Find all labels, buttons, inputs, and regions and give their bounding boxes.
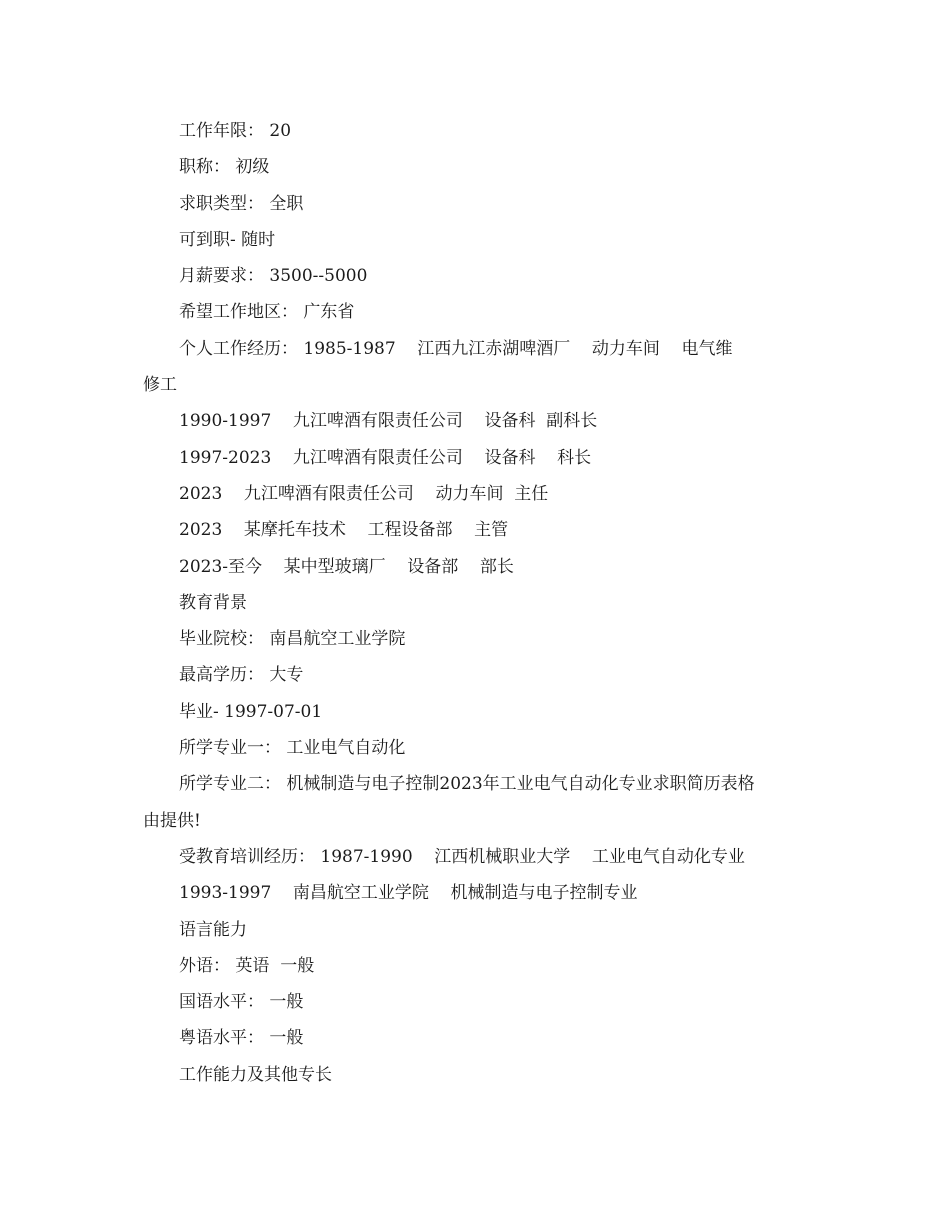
highest-degree: 最高学历： 大专 [179, 665, 304, 686]
job-title: 职称： 初级 [179, 157, 270, 178]
work-history-item: 2023-至今 某中型玻璃厂 设备部 部长 [179, 556, 514, 577]
training-history-item: 1993-1997 南昌航空工业学院 机械制造与电子控制专业 [179, 883, 638, 904]
desired-region: 希望工作地区： 广东省 [179, 302, 355, 323]
major-one: 所学专业一： 工业电气自动化 [179, 738, 406, 759]
work-years: 工作年限： 20 [179, 121, 292, 141]
available-date: 可到职- 随时 [179, 229, 276, 250]
section-heading-skills: 工作能力及其他专长 [179, 1064, 332, 1085]
salary-requirement: 月薪要求： 3500--5000 [179, 266, 368, 287]
work-history-item: 2023 九江啤酒有限责任公司 动力车间 主任 [179, 483, 549, 504]
work-history-item: 1997-2023 九江啤酒有限责任公司 设备科 科长 [179, 447, 592, 468]
graduate-school: 毕业院校： 南昌航空工业学院 [179, 629, 406, 650]
cantonese-level: 粤语水平： 一般 [179, 1028, 304, 1049]
job-type: 求职类型： 全职 [179, 193, 304, 214]
training-history-first: 受教育培训经历： 1987-1990 江西机械职业大学 工业电气自动化专业 [179, 846, 745, 867]
major-two: 所学专业二： 机械制造与电子控制2023年工业电气自动化专业求职简历表格 [179, 774, 755, 795]
work-history-wrap: 修工 [143, 375, 177, 396]
section-heading-education: 教育背景 [179, 592, 247, 613]
major-two-wrap: 由提供! [143, 810, 201, 831]
foreign-language: 外语： 英语 一般 [179, 955, 315, 976]
work-history-first: 个人工作经历： 1985-1987 江西九江赤湖啤酒厂 动力车间 电气维 [179, 338, 733, 359]
mandarin-level: 国语水平： 一般 [179, 992, 304, 1013]
resume-body [143, 113, 813, 1093]
work-history-item: 1990-1997 九江啤酒有限责任公司 设备科 副科长 [179, 411, 598, 432]
work-history-item: 2023 某摩托车技术 工程设备部 主管 [179, 520, 509, 541]
graduation-date: 毕业- 1997-07-01 [179, 701, 323, 722]
section-heading-language: 语言能力 [179, 919, 247, 940]
